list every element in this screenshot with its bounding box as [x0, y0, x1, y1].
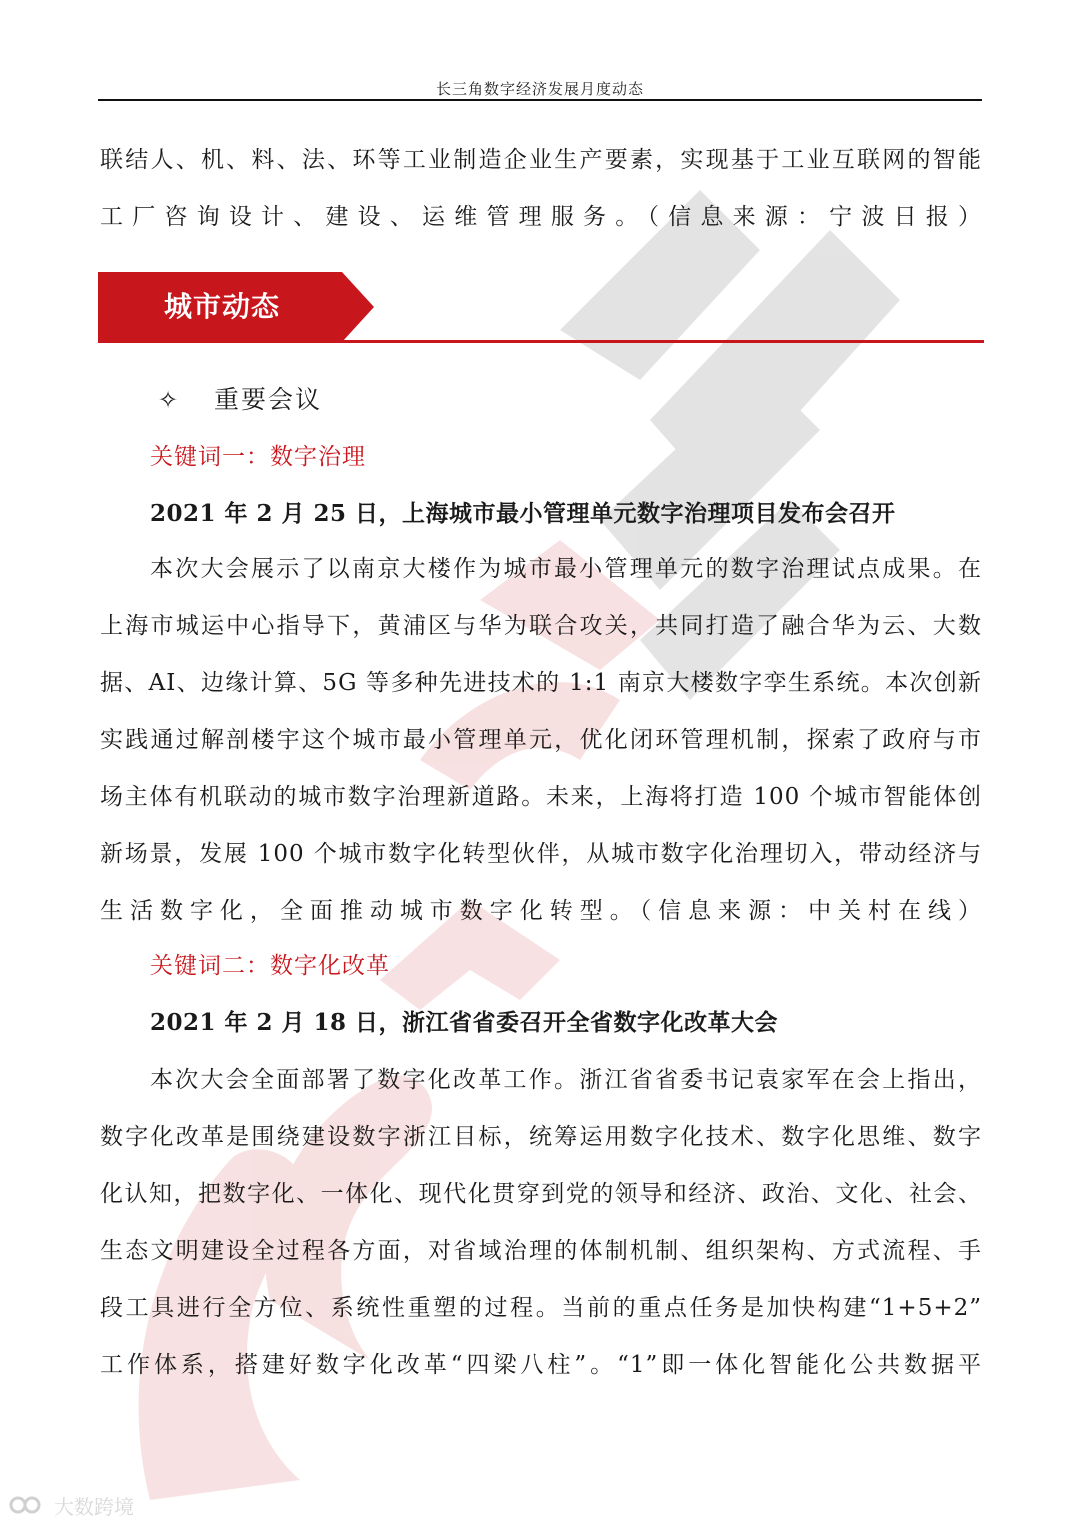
- news-title: 2021 年 2 月 18 日，浙江省省委召开全省数字化改革大会: [150, 1009, 779, 1036]
- body-line: 化认知，把数字化、一体化、现代化贯穿到党的领导和经济、政治、文化、社会、: [100, 1181, 982, 1207]
- footer-brand-text: 大数跨境: [54, 1494, 134, 1519]
- subsection-heading: [158, 380, 322, 420]
- body-line: 生态文明建设全过程各方面，对省域治理的体制机制、组织架构、方式流程、手: [100, 1238, 982, 1264]
- body-line: 新场景，发展 100 个城市数字化转型伙伴，从城市数字化治理切入，带动经济与: [100, 841, 982, 867]
- header-rule: [98, 99, 982, 101]
- body-line: 上海市城运中心指导下，黄浦区与华为联合攻关，共同打造了融合华为云、大数: [100, 613, 982, 639]
- body-line: 本次大会展示了以南京大楼作为城市最小管理单元的数字治理试点成果。在: [150, 556, 982, 582]
- body-line: 数字化改革是围绕建设数字浙江目标，统筹运用数字化技术、数字化思维、数字: [100, 1124, 982, 1150]
- keyword-label: 关键词二：数字化改革: [150, 953, 390, 979]
- diamond-icon: ✧: [158, 386, 181, 414]
- news-title: 2021 年 2 月 25 日，上海城市最小管理单元数字治理项目发布会召开: [150, 500, 896, 527]
- news-body: [100, 541, 982, 940]
- news-body: [100, 1052, 982, 1394]
- section-banner: [98, 272, 374, 342]
- body-line: 段工具进行全方位、系统性重塑的过程。当前的重点任务是加快构建“1+5+2”: [100, 1295, 982, 1321]
- intro-paragraph: [100, 132, 982, 246]
- keyword-label: 关键词一：数字治理: [150, 444, 366, 470]
- body-line: 本次大会全面部署了数字化改革工作。浙江省省委书记袁家军在会上指出，: [150, 1067, 982, 1093]
- footer-brand: [8, 1490, 134, 1520]
- subsection-title: 重要会议: [214, 385, 323, 414]
- running-header: 长三角数字经济发展月度动态: [435, 80, 644, 98]
- body-line: 据、AI、边缘计算、5G 等多种先进技术的 1:1 南京大楼数字孪生系统。本次创新: [100, 670, 982, 696]
- intro-line: 工厂咨询设计、建设、运维管理服务。（信息来源：宁波日报）: [100, 204, 982, 230]
- body-line: 工作体系，搭建好数字化改革“四梁八柱”。“1”即一体化智能化公共数据平: [100, 1352, 982, 1378]
- body-line: 场主体有机联动的城市数字治理新道路。未来，上海将打造 100 个城市智能体创: [100, 784, 982, 810]
- brand-logo-icon: [8, 1493, 48, 1517]
- body-line: 实践通过解剖楼宇这个城市最小管理单元，优化闭环管理机制，探索了政府与市: [100, 727, 982, 753]
- intro-line: 联结人、机、料、法、环等工业制造企业生产要素，实现基于工业互联网的智能: [100, 147, 982, 173]
- section-title: 城市动态: [164, 290, 281, 323]
- body-line: 生活数字化，全面推动城市数字化转型。（信息来源：中关村在线）: [100, 898, 982, 924]
- section-rule: [98, 340, 984, 343]
